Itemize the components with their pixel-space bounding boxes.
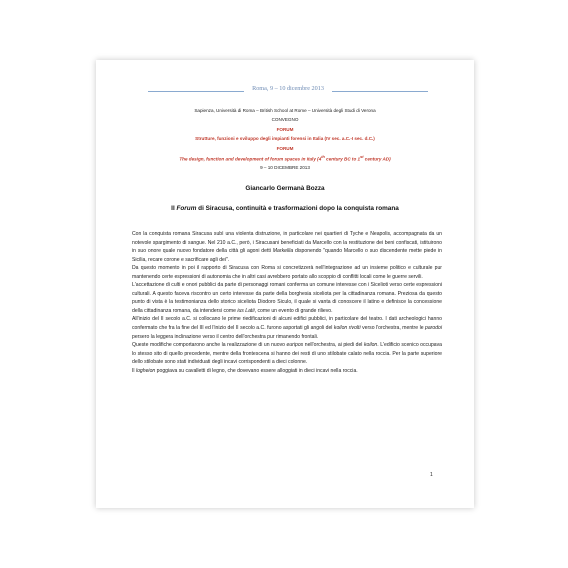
english-subtitle: The design, function and development of forum spaces in Italy (4th century BC to 1st century AD) [179,155,391,162]
paragraph-5: Queste modifiche comportarono anche la realizzazione di un nuovo euripos nell'orchestra, ai piedi del koilon. L'edificio scenico occupava lo stesso sito di quello precedente, mentre della frontescena si hanno dei resti di uno stilobate calato nella roccia. Per la parte superiore dello stilobate sono stati individuati degli incavi corrispondenti a dieci colonne. [132,342,442,366]
conference-dates: 9 – 10 DICEMBRE 2013 [260,165,310,170]
author-name: Giancarlo Germanà Bozza [245,185,325,192]
document-page [96,60,474,508]
italian-subtitle: Strutture, funzioni e sviluppo degli impianti forensi in Italia (IV sec. a.C.-I sec. d.C.) [195,136,375,141]
forum-label-1: FORUM [276,127,294,132]
header-place-date: Roma, 9 – 10 dicembre 2013 [252,85,324,92]
forum-label-2: FORUM [276,146,294,151]
paragraph-2: Da questo momento in poi il rapporto di Siracusa con Roma si concretizzerà nell'integrazione ad un insieme politico e culturale pur mantenendo certe espressioni di autonomia che in altri casi avrebbero portato allo scoppio di conflitti locali come le guerre servili. [132,265,442,280]
paper-title: Il Forum di Siracusa, continuità e trasformazioni dopo la conquista romana [171,205,399,212]
paragraph-6: Il logheion poggiava su cavalletti di legno, che dovevano essere alloggiati in dieci incavi nella roccia. [132,367,358,374]
paragraph-3: L'accettazione di culti e onori pubblici da parte di personaggi romani conferma un comune interesse con i Sicelioti verso certe espressioni culturali. A questo faceva riscontro un certo interesse da parte della borghesia siceliota per la cittadinanza romana. Preziosa da questo punto di vista è la testimonianza dello storico siceliota Diodoro Siculo, il quale si vanta di conoscere il latino e definisce la concessione della cittadinanza romana, da intendersi come ius Latii, come un evento di grande rilievo. [132,282,442,314]
paragraph-1: Con la conquista romana Siracusa subì una violenta distruzione, in particolare nei quartieri di Tyche e Neapolis, accompagnata da un notevole spargimento di sangue. Nel 210 a.C., però, i Siracusani beneficiati da Marcello con la restituzione dei beni confiscati, istituirono in suo onore quale nuovo fondatore della città gli agoni detti Markellia disponendo "quando Marcello o suo discendente mette piede in Sicilia, recare corone e sacrificare agli dei". [132,231,442,263]
convegno-label: CONVEGNO [271,117,299,122]
header-rule-right [332,91,428,92]
body-text [132,230,442,375]
paragraph-4: All'inizio del II secolo a.C. si collocano le prime riedificazioni di alcuni edifici pubblici, in particolare del teatro. I dati archeologici hanno confermato che fra la fine del III ed l'inizio del II secolo a.C. furono asportati gli angoli del koilon rivolti verso l'orchestra, mentre le parodoi persero la leggera inclinazione verso il centro dell'orchestra pur rimanendo frontali. [132,316,443,340]
page-number: 1 [430,472,433,478]
institutions-line: Sapienza, Università di Roma – British School at Rome – Università degli Studi di Verona [194,108,376,113]
